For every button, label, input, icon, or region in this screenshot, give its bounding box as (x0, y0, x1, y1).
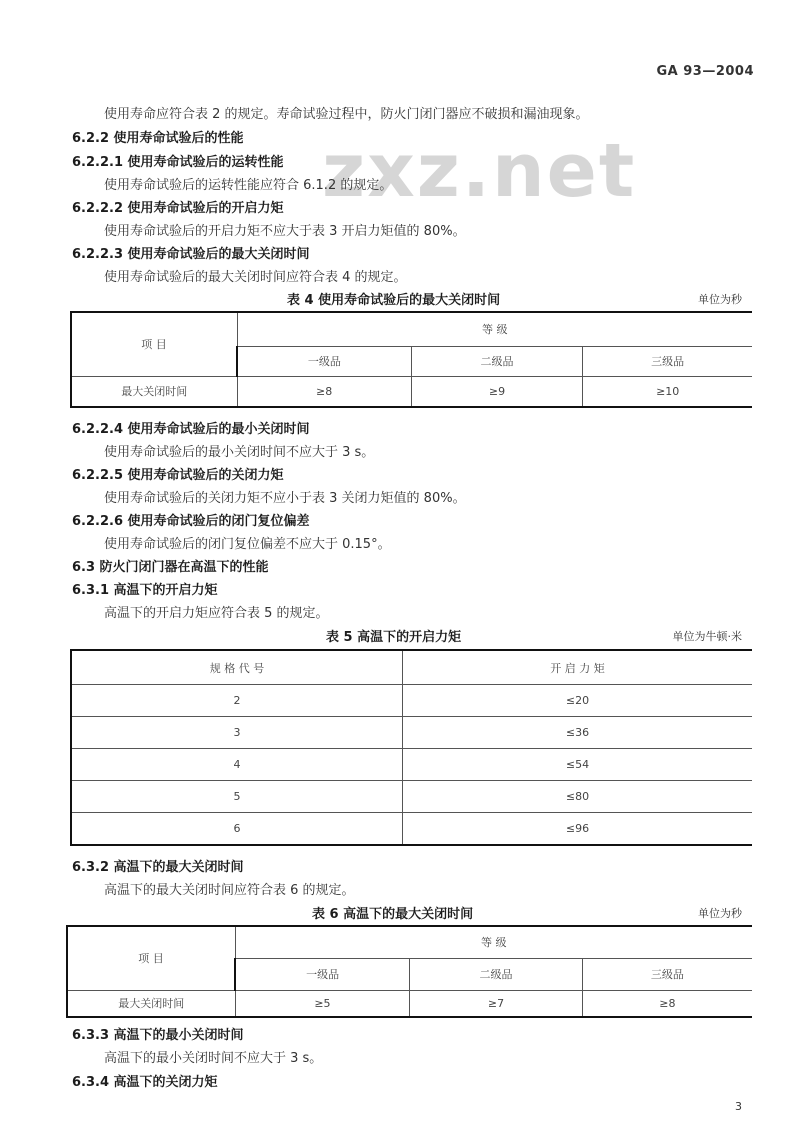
heading-6-3-2: 6.3.2 高温下的最大关闭时间 (72, 860, 244, 875)
table6-header-item: 项 目 (67, 926, 235, 990)
table5-header-spec: 规 格 代 号 (71, 650, 403, 685)
heading-6-2-2-3: 6.2.2.3 使用寿命试验后的最大关闭时间 (72, 247, 310, 262)
table4-value-3: ≥10 (583, 376, 752, 407)
heading-6-3-4: 6.3.4 高温下的关闭力矩 (72, 1075, 218, 1090)
table6-value-3: ≥8 (582, 990, 752, 1017)
table6-caption: 表 6 高温下的最大关闭时间 (312, 907, 474, 922)
document-code: GA 93—2004 (656, 64, 754, 79)
table5-caption: 表 5 高温下的开启力矩 (326, 630, 462, 645)
table5-spec: 6 (71, 813, 403, 846)
table5-torque: ≤54 (403, 749, 753, 781)
heading-6-3-3: 6.3.3 高温下的最小关闭时间 (72, 1028, 244, 1043)
table5-torque: ≤36 (403, 717, 753, 749)
table5-torque: ≤20 (403, 685, 753, 717)
paragraph-lifespan-requirement: 使用寿命应符合表 2 的规定。寿命试验过程中，防火门闭门器应不破损和漏油现象。 (104, 107, 589, 122)
paragraph-6-3-1: 高温下的开启力矩应符合表 5 的规定。 (104, 606, 329, 621)
paragraph-6-3-2: 高温下的最大关闭时间应符合表 6 的规定。 (104, 883, 355, 898)
paragraph-6-2-2-4: 使用寿命试验后的最小关闭时间不应大于 3 s。 (104, 445, 375, 460)
heading-6-2-2-2: 6.2.2.2 使用寿命试验后的开启力矩 (72, 201, 284, 216)
paragraph-6-3-3: 高温下的最小关闭时间不应大于 3 s。 (104, 1051, 323, 1066)
table4-grade-2: 二级品 (411, 346, 583, 376)
table-row (71, 717, 752, 749)
table5-spec: 3 (71, 717, 403, 749)
heading-6-2-2-4: 6.2.2.4 使用寿命试验后的最小关闭时间 (72, 422, 310, 437)
table4 (70, 311, 752, 408)
table5-unit: 单位为牛顿·米 (672, 630, 742, 643)
table4-caption: 表 4 使用寿命试验后的最大关闭时间 (287, 293, 501, 308)
table6-row-label: 最大关闭时间 (67, 990, 235, 1017)
table-row (71, 781, 752, 813)
watermark: zxz.net (322, 128, 637, 214)
heading-6-2-2-1: 6.2.2.1 使用寿命试验后的运转性能 (72, 155, 284, 170)
table4-row-label: 最大关闭时间 (71, 376, 237, 407)
table-row (71, 749, 752, 781)
paragraph-6-2-2-3: 使用寿命试验后的最大关闭时间应符合表 4 的规定。 (104, 270, 407, 285)
table6-header-grade: 等 级 (235, 926, 752, 958)
table4-unit: 单位为秒 (698, 293, 742, 306)
table-row (71, 685, 752, 717)
table5-header-torque: 开 启 力 矩 (403, 650, 753, 685)
table5-torque: ≤80 (403, 781, 753, 813)
heading-6-2-2-6: 6.2.2.6 使用寿命试验后的闭门复位偏差 (72, 514, 310, 529)
paragraph-6-2-2-1: 使用寿命试验后的运转性能应符合 6.1.2 的规定。 (104, 178, 393, 193)
heading-6-3-1: 6.3.1 高温下的开启力矩 (72, 583, 218, 598)
table4-value-1: ≥8 (237, 376, 411, 407)
table5-torque: ≤96 (403, 813, 753, 846)
table5 (70, 649, 752, 846)
table6 (66, 925, 752, 1018)
table5-spec: 5 (71, 781, 403, 813)
page-number: 3 (735, 1100, 742, 1113)
table4-grade-1: 一级品 (237, 346, 411, 376)
paragraph-6-2-2-2: 使用寿命试验后的开启力矩不应大于表 3 开启力矩值的 80%。 (104, 224, 466, 239)
table6-grade-2: 二级品 (410, 958, 582, 990)
paragraph-6-2-2-6: 使用寿命试验后的闭门复位偏差不应大于 0.15°。 (104, 537, 391, 552)
heading-6-2-2-5: 6.2.2.5 使用寿命试验后的关闭力矩 (72, 468, 284, 483)
table5-spec: 2 (71, 685, 403, 717)
table4-grade-3: 三级品 (583, 346, 752, 376)
table6-grade-3: 三级品 (582, 958, 752, 990)
paragraph-6-2-2-5: 使用寿命试验后的关闭力矩不应小于表 3 关闭力矩值的 80%。 (104, 491, 466, 506)
table6-unit: 单位为秒 (698, 907, 742, 920)
table6-value-2: ≥7 (410, 990, 582, 1017)
heading-6-3: 6.3 防火门闭门器在高温下的性能 (72, 560, 269, 575)
table6-value-1: ≥5 (235, 990, 410, 1017)
table4-header-item: 项 目 (71, 312, 237, 376)
heading-6-2-2: 6.2.2 使用寿命试验后的性能 (72, 131, 244, 146)
table6-grade-1: 一级品 (235, 958, 410, 990)
table4-value-2: ≥9 (411, 376, 583, 407)
table4-header-grade: 等 级 (237, 312, 752, 346)
table5-spec: 4 (71, 749, 403, 781)
table-row (71, 813, 752, 846)
